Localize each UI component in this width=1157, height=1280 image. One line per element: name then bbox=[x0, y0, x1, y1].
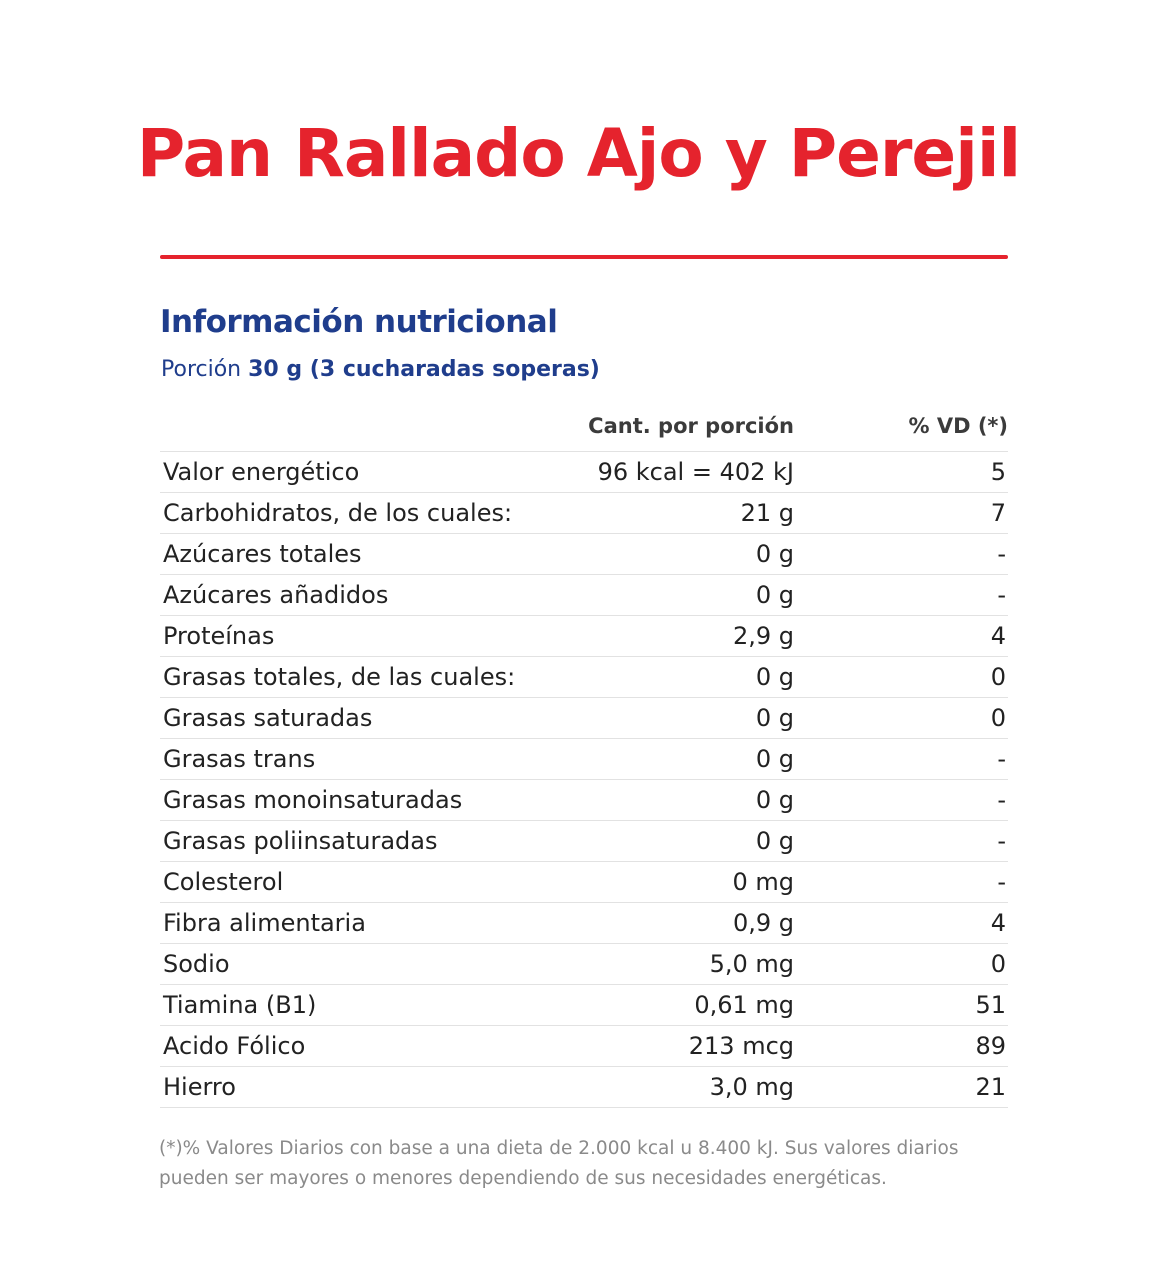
table-row bbox=[160, 534, 1008, 575]
nutrition-table bbox=[160, 404, 1008, 1108]
nutrient-name: Azúcares añadidos bbox=[163, 581, 389, 609]
nutrient-name: Tiamina (B1) bbox=[163, 991, 317, 1019]
table-row bbox=[160, 493, 1008, 534]
nutrient-daily-value: - bbox=[997, 581, 1006, 609]
nutrient-name: Carbohidratos, de los cuales: bbox=[163, 499, 513, 527]
table-row bbox=[160, 739, 1008, 780]
nutrient-amount: 96 kcal = 402 kJ bbox=[597, 458, 794, 486]
table-row bbox=[160, 616, 1008, 657]
nutrient-daily-value: 0 bbox=[990, 663, 1006, 691]
nutrient-name: Acido Fólico bbox=[163, 1032, 306, 1060]
nutrient-amount: 213 mcg bbox=[688, 1032, 794, 1060]
footnote-line: pueden ser mayores o menores dependiendo de sus necesidades energéticas. bbox=[159, 1168, 887, 1189]
nutrient-daily-value: - bbox=[997, 868, 1006, 896]
table-body bbox=[160, 452, 1008, 1108]
nutrient-daily-value: 4 bbox=[990, 622, 1006, 650]
table-row bbox=[160, 862, 1008, 903]
nutrient-amount: 3,0 mg bbox=[709, 1073, 794, 1101]
nutrient-daily-value: 0 bbox=[990, 704, 1006, 732]
table-row bbox=[160, 1026, 1008, 1067]
nutrient-amount: 21 g bbox=[740, 499, 794, 527]
nutrient-name: Hierro bbox=[163, 1073, 236, 1101]
nutrient-daily-value: - bbox=[997, 786, 1006, 814]
nutrient-name: Grasas poliinsaturadas bbox=[163, 827, 438, 855]
portion-value: 30 g (3 cucharadas soperas) bbox=[248, 357, 600, 382]
table-row bbox=[160, 944, 1008, 985]
nutrient-daily-value: 4 bbox=[990, 909, 1006, 937]
product-title: Pan Rallado Ajo y Perejil bbox=[136, 115, 1021, 192]
nutrient-amount: 2,9 g bbox=[732, 622, 794, 650]
nutrient-name: Valor energético bbox=[163, 458, 360, 486]
nutrient-name: Azúcares totales bbox=[163, 540, 362, 568]
table-row bbox=[160, 821, 1008, 862]
nutrient-name: Grasas monoinsaturadas bbox=[163, 786, 463, 814]
nutrient-daily-value: - bbox=[997, 827, 1006, 855]
nutrient-daily-value: 21 bbox=[975, 1073, 1006, 1101]
nutrient-name: Colesterol bbox=[163, 868, 284, 896]
nutrient-name: Sodio bbox=[163, 950, 230, 978]
header-amount: Cant. por porción bbox=[588, 414, 794, 438]
nutrient-name: Fibra alimentaria bbox=[163, 909, 366, 937]
nutrient-amount: 0 g bbox=[755, 581, 794, 609]
nutrient-amount: 0 g bbox=[755, 786, 794, 814]
nutrient-amount: 0 g bbox=[755, 663, 794, 691]
table-row bbox=[160, 985, 1008, 1026]
table-row bbox=[160, 575, 1008, 616]
nutrient-daily-value: 5 bbox=[990, 458, 1006, 486]
nutrient-daily-value: - bbox=[997, 540, 1006, 568]
nutrient-amount: 0 g bbox=[755, 540, 794, 568]
nutrient-amount: 0 g bbox=[755, 827, 794, 855]
table-row bbox=[160, 780, 1008, 821]
table-row bbox=[160, 903, 1008, 944]
footnote bbox=[159, 1134, 1009, 1194]
table-row bbox=[160, 452, 1008, 493]
footnote-line: (*)% Valores Diarios con base a una dieta de 2.000 kcal u 8.400 kJ. Sus valores diarios bbox=[159, 1138, 959, 1159]
table-header bbox=[160, 404, 1008, 452]
nutrient-daily-value: 89 bbox=[975, 1032, 1006, 1060]
nutrient-amount: 0 mg bbox=[732, 868, 794, 896]
nutrient-amount: 0,9 g bbox=[732, 909, 794, 937]
nutrient-amount: 5,0 mg bbox=[709, 950, 794, 978]
nutrient-daily-value: - bbox=[997, 745, 1006, 773]
header-daily-value: % VD (*) bbox=[908, 414, 1008, 438]
nutrient-amount: 0 g bbox=[755, 745, 794, 773]
table-row bbox=[160, 657, 1008, 698]
nutrient-amount: 0 g bbox=[755, 704, 794, 732]
nutrient-daily-value: 51 bbox=[975, 991, 1006, 1019]
title-divider bbox=[160, 255, 1008, 259]
portion-label: Porción bbox=[161, 357, 242, 382]
nutrient-amount: 0,61 mg bbox=[694, 991, 794, 1019]
portion-line bbox=[161, 354, 600, 386]
nutrition-heading: Información nutricional bbox=[160, 304, 558, 340]
nutrient-daily-value: 7 bbox=[990, 499, 1006, 527]
table-row bbox=[160, 1067, 1008, 1108]
nutrient-name: Proteínas bbox=[163, 622, 275, 650]
nutrient-name: Grasas totales, de las cuales: bbox=[163, 663, 516, 691]
nutrient-name: Grasas trans bbox=[163, 745, 316, 773]
nutrient-name: Grasas saturadas bbox=[163, 704, 373, 732]
table-row bbox=[160, 698, 1008, 739]
nutrient-daily-value: 0 bbox=[990, 950, 1006, 978]
